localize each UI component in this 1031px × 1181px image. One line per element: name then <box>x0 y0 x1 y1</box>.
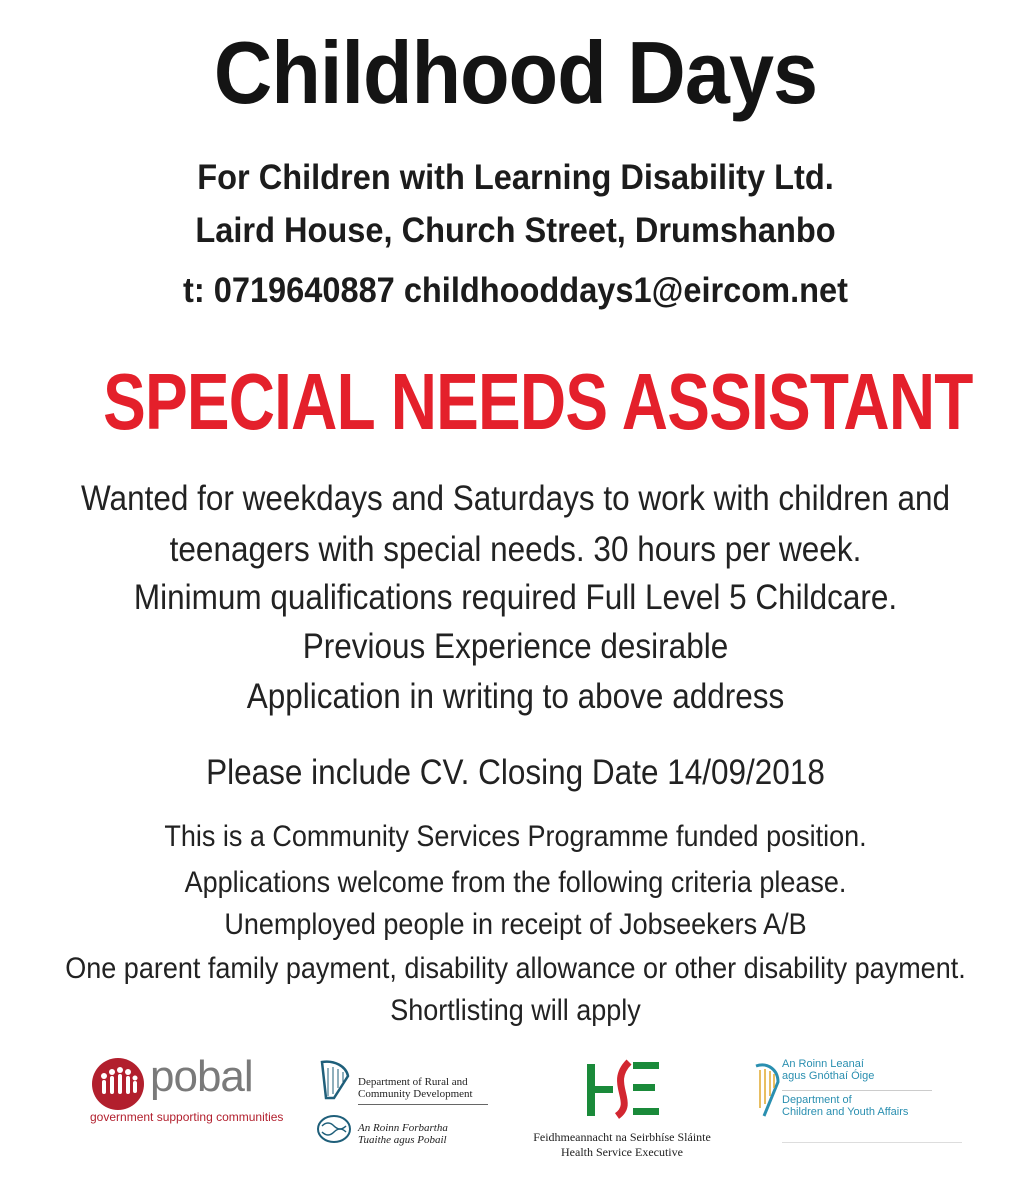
criteria-line: Unemployed people in receipt of Jobseekers A/B <box>224 908 807 941</box>
harp-icon <box>314 1058 354 1102</box>
divider <box>782 1090 932 1091</box>
dcya-english-name: Department of Children and Youth Affairs <box>782 1094 909 1118</box>
dcya-logo <box>752 1058 942 1148</box>
criteria-line: Applications welcome from the following criteria please. <box>184 866 847 899</box>
organization-address: Laird House, Church Street, Drumshanbo <box>195 211 836 250</box>
hse-mark-icon <box>577 1054 667 1124</box>
criteria-line: Shortlisting will apply <box>390 994 641 1027</box>
hse-logo <box>532 1052 712 1160</box>
divider <box>358 1104 488 1105</box>
pobal-people-icon <box>90 1056 146 1112</box>
pobal-logo <box>90 1052 284 1132</box>
globe-icon <box>316 1114 352 1144</box>
body-line: Wanted for weekdays and Saturdays to work with children and <box>80 479 951 518</box>
body-line: Previous Experience desirable <box>302 627 729 666</box>
hse-irish-name: Feidhmeannacht na Seirbhíse Sláinte <box>533 1130 711 1144</box>
harp-icon <box>752 1060 782 1120</box>
pobal-wordmark: pobal <box>150 1052 253 1101</box>
job-headline: SPECIAL NEEDS ASSISTANT <box>103 357 973 446</box>
criteria-line: This is a Community Services Programme funded position. <box>164 820 867 853</box>
drcd-english-name: Department of Rural and Community Development <box>358 1076 473 1100</box>
divider <box>782 1142 962 1143</box>
dcya-irish-name: An Roinn Leanaí agus Gnóthaí Óige <box>782 1058 875 1082</box>
body-line: Minimum qualifications required Full Level 5 Childcare. <box>133 578 898 617</box>
body-line: Application in writing to above address <box>246 677 785 716</box>
criteria-line: One parent family payment, disability allowance or other disability payment. <box>65 952 966 985</box>
organization-name: For Children with Learning Disability Ltd. <box>197 158 834 197</box>
drcd-logo <box>312 1058 492 1150</box>
ad-title: Childhood Days <box>213 23 818 122</box>
organization-contact: t: 0719640887 childhooddays1@eircom.net <box>183 271 848 310</box>
drcd-irish-name: An Roinn Forbartha Tuaithe agus Pobail <box>358 1122 448 1146</box>
pobal-tagline: government supporting communities <box>90 1110 284 1124</box>
body-line: teenagers with special needs. 30 hours per week. <box>169 530 862 569</box>
hse-english-name: Health Service Executive <box>561 1145 683 1159</box>
closing-date-line: Please include CV. Closing Date 14/09/2018 <box>206 753 825 792</box>
